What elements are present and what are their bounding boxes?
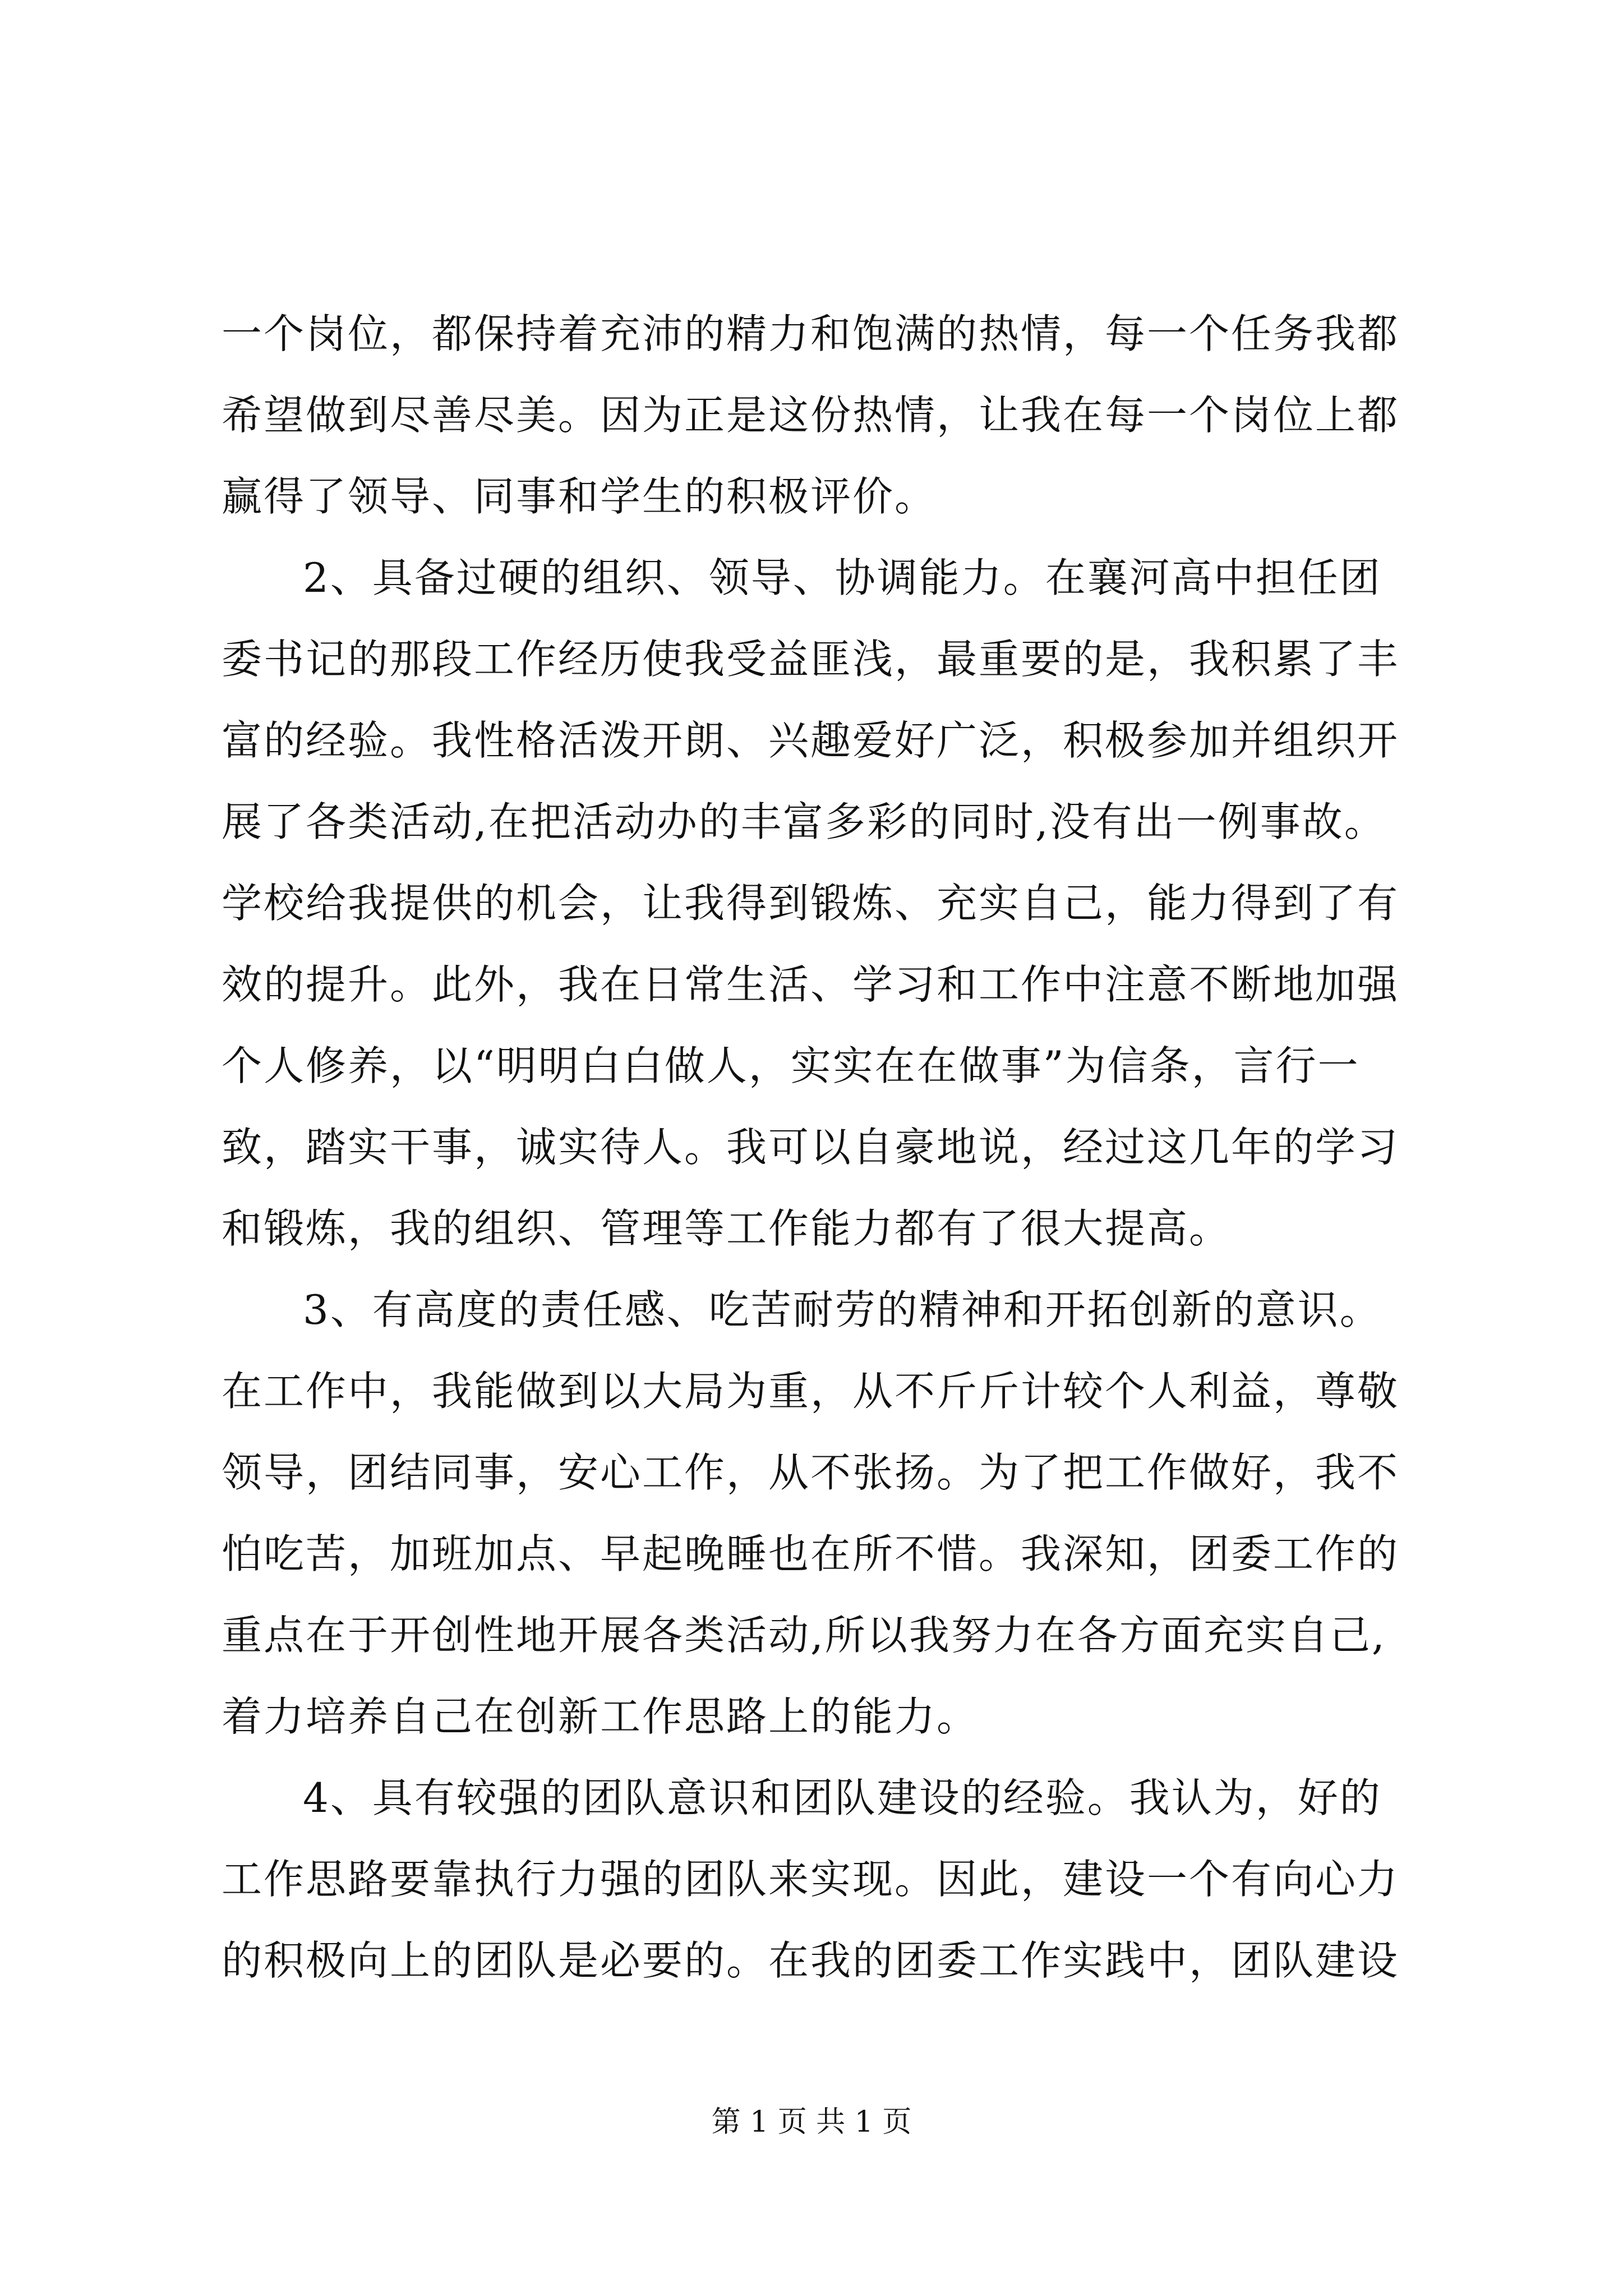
text-line: 展了各类活动,在把活动办的丰富多彩的同时,没有出一例事故。 [222,798,1386,845]
text-line: 和锻炼，我的组织、管理等工作能力都有了很大提高。 [222,1205,1232,1252]
text-line: 富的经验。我性格活泼开朗、兴趣爱好广泛，积极参加并组织开 [222,717,1400,764]
text-line: 希望做到尽善尽美。因为正是这份热情，让我在每一个岗位上都 [222,392,1400,439]
text-line: 领导，团结同事，安心工作，从不张扬。为了把工作做好，我不 [222,1449,1400,1496]
text-line: 委书记的那段工作经历使我受益匪浅，最重要的是，我积累了丰 [222,636,1400,683]
text-line: 效的提升。此外，我在日常生活、学习和工作中注意不断地加强 [222,961,1400,1008]
text-line: 在工作中，我能做到以大局为重，从不斤斤计较个人利益，尊敬 [222,1368,1400,1415]
text-line: 致，踏实干事，诚实待人。我可以自豪地说，经过这几年的学习 [222,1124,1400,1171]
text-line: 赢得了领导、同事和学生的积极评价。 [222,473,937,520]
paragraph-first-line: 3、有高度的责任感、吃苦耐劳的精神和开拓创新的意识。 [303,1286,1382,1333]
paragraph-first-line: 2、具备过硬的组织、领导、协调能力。在襄河高中担任团 [303,554,1382,601]
text-line: 怕吃苦，加班加点、早起晚睡也在所不惜。我深知，团委工作的 [222,1530,1400,1577]
text-line: 重点在于开创性地开展各类活动,所以我努力在各方面充实自己, [222,1612,1386,1659]
text-line: 工作思路要靠执行力强的团队来实现。因此，建设一个有向心力 [222,1856,1400,1903]
text-line: 学校给我提供的机会，让我得到锻炼、充实自己，能力得到了有 [222,880,1400,927]
text-line: 一个岗位，都保持着充沛的精力和饱满的热情，每一个任务我都 [222,310,1400,357]
text-line: 个人修养，以“明明白白做人，实实在在做事”为信条，言行一 [222,1042,1360,1089]
text-line: 着力培养自己在创新工作思路上的能力。 [222,1693,979,1740]
paragraph-first-line: 4、具有较强的团队意识和团队建设的经验。我认为，好的 [303,1774,1382,1821]
page-number-footer: 第 1 页 共 1 页 [711,2105,912,2139]
text-line: 的积极向上的团队是必要的。在我的团委工作实践中，团队建设 [222,1937,1400,1984]
